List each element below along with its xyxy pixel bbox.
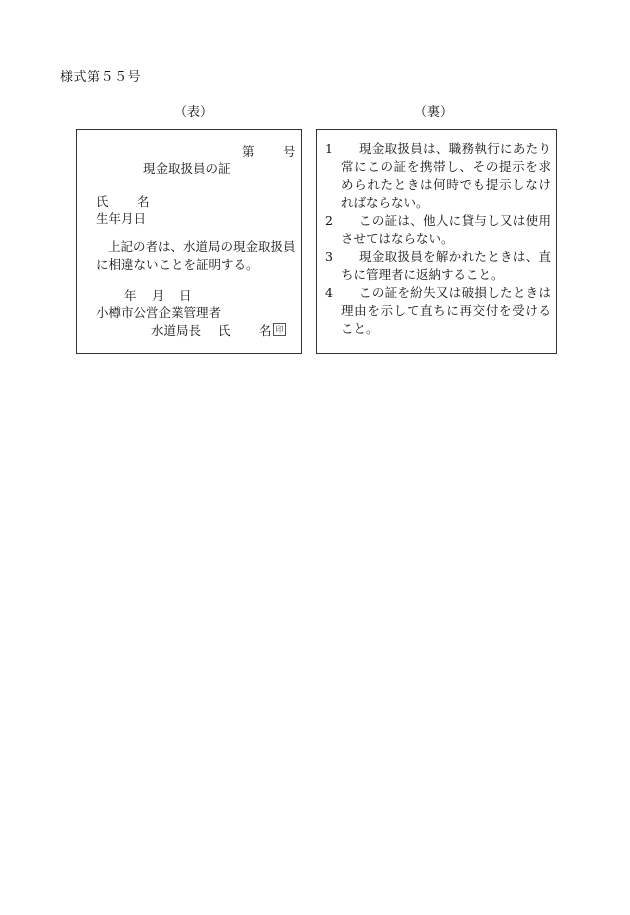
rule-number: 1: [325, 141, 333, 156]
rule-text: この証を紛失又は破損したときは理由を示して直ちに再交付を受けること。: [341, 285, 551, 336]
card-number-go: 号: [283, 144, 296, 159]
name-label-first: 氏: [96, 194, 109, 209]
certification-text: 上記の者は、水道局の現金取扱員に相違ないことを証明する。: [96, 239, 296, 272]
signature-shi: 氏: [218, 323, 231, 338]
rule-number: 3: [325, 249, 333, 264]
front-side-label: （表）: [174, 105, 214, 120]
rule-text: 現金取扱員は、職務執行にあたり常にこの証を携帯し、その提示を求められたときは何時でも提示しなければならない。: [341, 141, 551, 210]
issuer-manager: 小樽市公営企業管理者: [96, 305, 222, 320]
back-side-label: （裏）: [414, 105, 454, 120]
rule-item: [325, 248, 551, 284]
card-title: 現金取扱員の証: [143, 161, 231, 176]
rule-item: [325, 212, 551, 248]
rule-text: 現金取扱員を解かれたときは、直ちに管理者に返納すること。: [341, 249, 551, 282]
date-month-label: 月: [152, 288, 165, 303]
name-label-second: 名: [137, 194, 150, 209]
rule-number: 4: [325, 285, 333, 300]
rule-item: [325, 140, 551, 212]
rule-item: [325, 284, 551, 338]
seal-stamp: 印: [273, 323, 286, 336]
birthdate-label: 生年月日: [96, 211, 147, 226]
card-back: [316, 129, 557, 354]
card-front: [76, 129, 302, 354]
signature-mei: 名: [259, 323, 272, 338]
rule-number: 2: [325, 213, 333, 228]
date-day-label: 日: [179, 288, 192, 303]
form-number: 様式第５５号: [60, 70, 142, 85]
date-year-label: 年: [124, 288, 137, 303]
rule-text: この証は、他人に貸与し又は使用させてはならない。: [341, 213, 551, 246]
issuer-bureau-head: 水道局長: [151, 323, 202, 338]
card-number-dai: 第: [242, 144, 255, 159]
